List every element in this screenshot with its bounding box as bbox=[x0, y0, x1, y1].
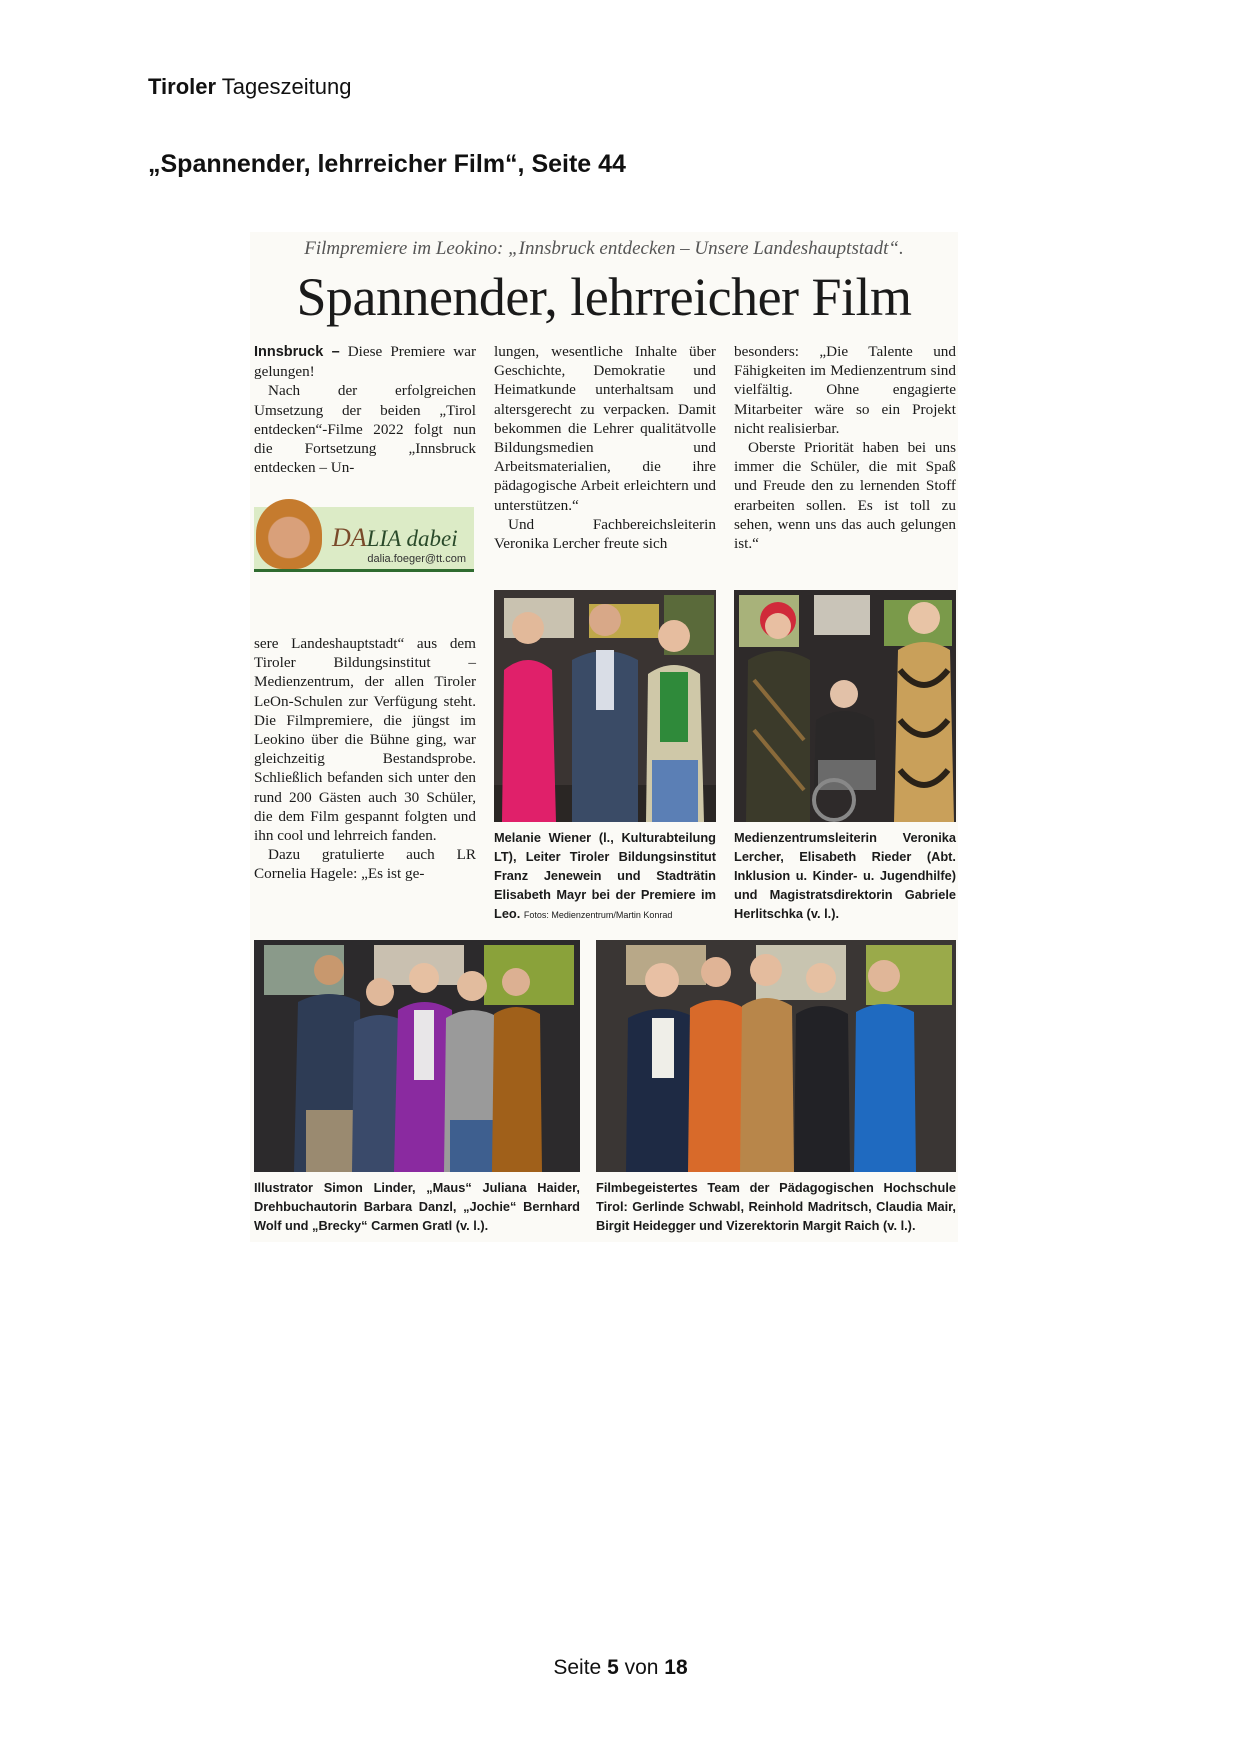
photo-caption: Illustrator Simon Linder, „Maus“ Juliana Haider, Drehbuchautorin Barbara Danzl, „Jochie“ Bernhard Wolf und „Brecky“ Carmen Gratl (v. l.). bbox=[254, 1180, 580, 1233]
article-column-3 bbox=[734, 342, 956, 553]
columnist-email: dalia.foeger@tt.com bbox=[367, 553, 466, 565]
article-paragraph: Oberste Priorität haben bei uns immer die Schüler, die mit Spaß und Freude den zu lernenden Stoff erarbeiten sollen. Es ist toll zu sehen, wenn uns das auch gelungen ist.“ bbox=[734, 439, 956, 553]
photo-caption: Filmbegeistertes Team der Pädagogischen Hochschule Tirol: Gerlinde Schwabl, Reinhold Madritsch, Claudia Mair, Birgit Heidegger und Vizerektorin Margit Raich (v. l.). bbox=[596, 1180, 956, 1233]
photo-caption: Melanie Wiener (l., Kulturabteilung LT), Leiter Tiroler Bildungsinstitut Franz Jenewein und Stadträtin Elisabeth Mayr bei der Premiere im Leo. Fotos: Medienzentrum/Martin Konrad bbox=[494, 830, 716, 921]
article-column-2 bbox=[494, 342, 716, 553]
publication-name-bold: Tiroler bbox=[148, 74, 217, 99]
columnist-box bbox=[254, 507, 474, 572]
article-headline: Spannender, lehrreicher Film bbox=[296, 267, 912, 327]
article-paragraph: lungen, wesentliche Inhalte über Geschichte, Demokratie und Heimatkunde unterhaltsam und altersgerecht zu verpacken. Damit bekommen die Lehrer qualitätvolle Bildungsmedien und Arbeitsmaterialien, die ihre pädagogische Arbeit erleichtern und unterstützen.“ bbox=[494, 343, 716, 514]
publication-name bbox=[148, 74, 351, 100]
page-total: 18 bbox=[664, 1656, 688, 1679]
article-paragraph: Dazu gratulierte auch LR Cornelia Hagele: „Es ist ge- bbox=[254, 846, 476, 883]
newspaper-clipping bbox=[250, 232, 958, 1242]
photo-film-team bbox=[254, 940, 580, 1172]
photo-premiere-2-image bbox=[734, 590, 956, 822]
photo-premiere-1 bbox=[494, 590, 716, 822]
photo-credit: Fotos: Medienzentrum/Martin Konrad bbox=[523, 910, 673, 920]
article-paragraph: sere Landeshauptstadt“ aus dem Tiroler Bildungsinstitut – Medienzentrum, der allen Tiroler LeOn-Schulen zur Verfügung steht. Die Filmpremiere, die jüngst im Leokino über die Bühne ging, war gleichzeitig Bestandsprobe. Schließlich befanden sich unter den rund 200 Gästen auch 30 Schüler, die dem Film gespannt folgten und ihn cool und lehrreich fanden. bbox=[254, 635, 476, 845]
photo-premiere-1-image bbox=[494, 590, 716, 822]
columnist-portrait bbox=[256, 499, 322, 569]
article-kicker: Filmpremiere im Leokino: „Innsbruck entdecken – Unsere Landeshauptstadt“. bbox=[304, 238, 904, 259]
photo-film-team-image bbox=[254, 940, 580, 1172]
article-paragraph: Nach der erfolgreichen Umsetzung der beiden „Tirol entdecken“-Filme 2022 folgt nun die Fortsetzung „Innsbruck entdecken – Un- bbox=[254, 382, 476, 477]
document-title: „Spannender, lehrreicher Film“, Seite 44 bbox=[148, 150, 626, 178]
article-column-1-bottom bbox=[254, 634, 476, 884]
article-paragraph: Innsbruck – Diese Premiere war gelungen! bbox=[254, 343, 476, 381]
columnist-name: DALIA dabei bbox=[332, 523, 458, 552]
page-current: 5 bbox=[607, 1656, 619, 1679]
photo-ph-tirol-team-image bbox=[596, 940, 956, 1172]
photo-premiere-2 bbox=[734, 590, 956, 822]
photo-ph-tirol-team bbox=[596, 940, 956, 1172]
article-column-1-top bbox=[254, 342, 476, 477]
page-number: Seite 5 von 18 bbox=[553, 1656, 688, 1679]
photo-caption: Medienzentrumsleiterin Veronika Lercher, Elisabeth Rieder (Abt. Inklusion u. Kinder- u. Jugendhilfe) und Magistratsdirektorin Gabriele Herlitschka (v. l.). bbox=[734, 830, 956, 921]
article-paragraph: besonders: „Die Talente und Fähigkeiten im Medienzentrum sind vielfältig. Ohne engagierte Mitarbeiter wäre so ein Projekt nicht realisierbar. bbox=[734, 343, 956, 437]
publication-name-rest: Tageszeitung bbox=[216, 74, 352, 99]
article-paragraph: Und Fachbereichsleiterin Veronika Lercher freute sich bbox=[494, 515, 716, 553]
article-dateline: Innsbruck – bbox=[254, 344, 340, 360]
